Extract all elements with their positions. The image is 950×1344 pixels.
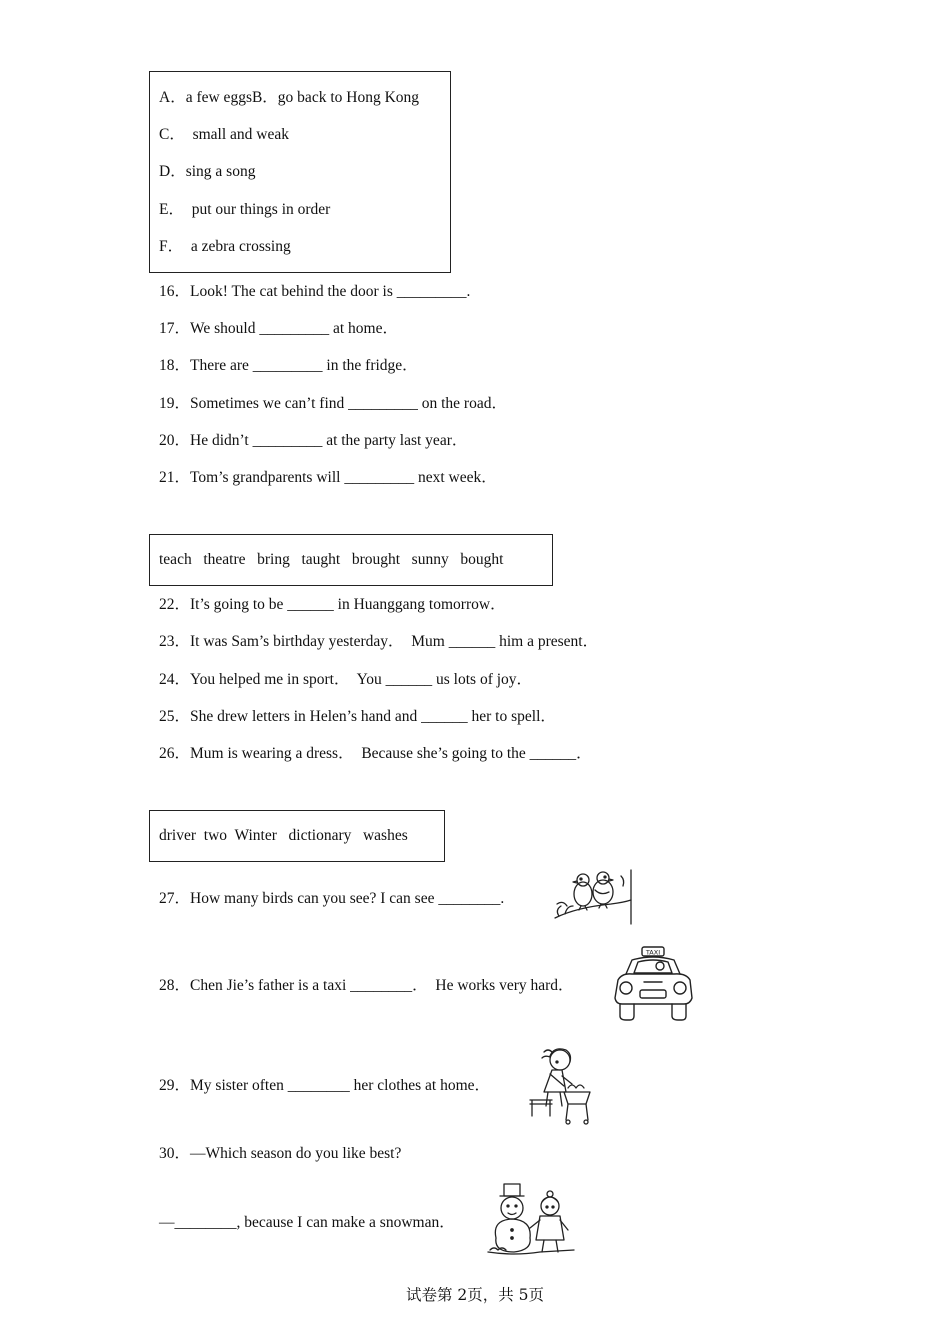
option-f: F． a zebra crossing <box>159 238 291 255</box>
question-24: 24．You helped me in sport． You ______ us lots of joy． <box>159 671 533 688</box>
question-23: 23．It was Sam’s birthday yesterday． Mum ______ him a present． <box>159 633 599 650</box>
option-e: E． put our things in order <box>159 201 331 218</box>
taxi-sign-text: TAXI <box>645 948 661 957</box>
question-19: 19．Sometimes we can’t find _________ on the road． <box>159 395 507 412</box>
question-22: 22．It’s going to be ______ in Huanggang tomorrow． <box>159 596 506 613</box>
question-26: 26．Mum is wearing a dress． Because she’s going to the ______． <box>159 745 592 762</box>
word-list-3: driver two Winter dictionary washes <box>159 827 408 844</box>
question-17: 17．We should _________ at home． <box>159 320 398 337</box>
word-list-2: teach theatre bring taught brought sunny bought <box>159 551 504 568</box>
option-c: C． small and weak <box>159 126 290 143</box>
question-29: 29．My sister often ________ her clothes at home． <box>159 1077 491 1094</box>
question-18: 18．There are _________ in the fridge． <box>159 357 418 374</box>
option-d: D．sing a song <box>159 163 256 180</box>
question-21: 21．Tom’s grandparents will _________ next week． <box>159 469 497 486</box>
taxi-icon <box>612 944 694 1026</box>
question-27: 27．How many birds can you see? I can see ________. <box>159 890 505 907</box>
question-30-answer: —________, because I can make a snowman． <box>159 1214 455 1231</box>
girl-washing-icon <box>522 1044 594 1126</box>
option-a-b: A．a few eggsB．go back to Hong Kong <box>159 89 420 106</box>
birds-icon <box>551 866 635 928</box>
question-25: 25．She drew letters in Helen’s hand and ______ her to spell． <box>159 708 556 725</box>
question-30: 30．—Which season do you like best? <box>159 1145 402 1162</box>
snowman-icon <box>484 1180 578 1266</box>
page-footer: 试卷第 2页，共 5页 <box>405 1286 545 1304</box>
question-20: 20．He didn’t _________ at the party last year． <box>159 432 468 449</box>
question-28: 28．Chen Jie’s father is a taxi ________． He works very hard． <box>159 977 574 994</box>
question-16: 16．Look! The cat behind the door is _________. <box>159 283 471 300</box>
